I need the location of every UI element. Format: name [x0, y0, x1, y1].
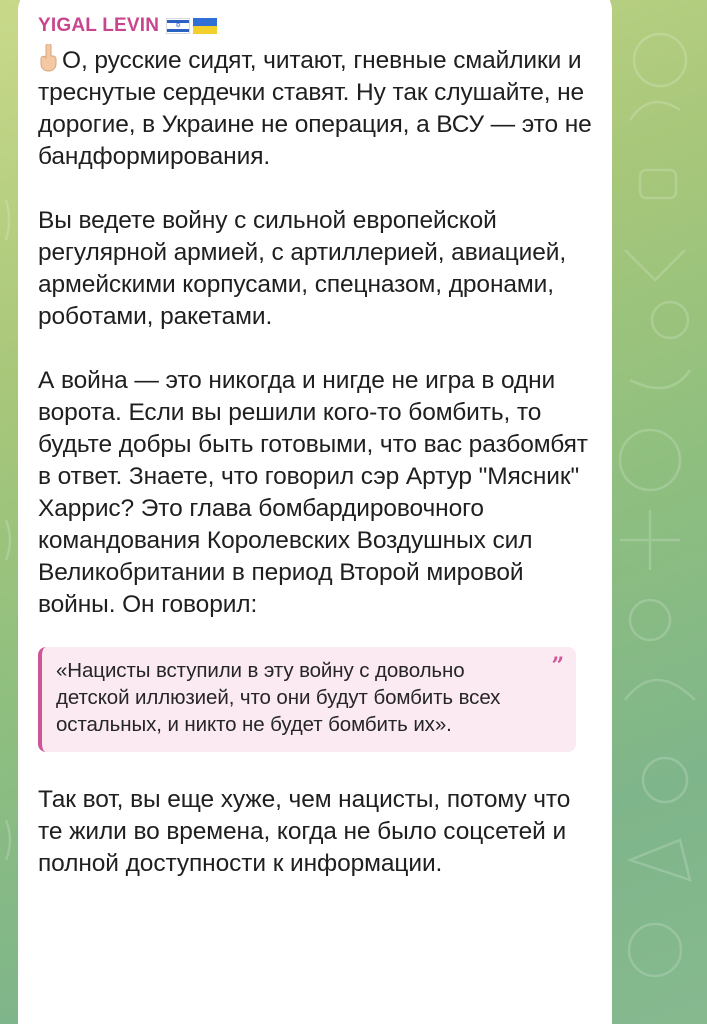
message-paragraph-4: Так вот, вы еще хуже, чем нацисты, потому что те жили во времена, когда не было соцсетей и полной доступности к информации.	[38, 786, 571, 877]
paragraph-text: О, русские сидят, читают, гневные смайлики и треснутые сердечки ставят. Ну так слушайте, не дорогие, в Украине не операция, а ВСУ — это не бандформирования.	[38, 47, 592, 170]
message-paragraph-3: А война — это никогда и нигде не игра в одни ворота. Если вы решили кого-то бомбить, то будьте добры быть готовыми, что вас разбомбят в ответ. Знаете, что говорил сэр Артур "Мясник" Харрис? Это глава бомбардировочного командования Королевских Воздушных сил Великобритании в период Второй мировой войны. Он говорил:	[38, 367, 588, 618]
sender-name[interactable]: YIGAL LEVIN	[38, 15, 160, 36]
ukraine-flag-icon	[193, 18, 217, 34]
sender-flags	[166, 18, 217, 34]
pointing-up-hand-icon	[38, 44, 60, 72]
blockquote	[38, 647, 576, 752]
quote-mark-icon: ”	[551, 653, 564, 679]
israel-flag-icon: ✡	[166, 18, 190, 34]
message-bubble[interactable]	[18, 0, 612, 1024]
message-sender[interactable]	[38, 14, 592, 38]
quote-text: «Нацисты вступили в эту войну с довольно детской иллюзией, что они будут бомбить всех остальных, и никто не будет бомбить их».	[56, 659, 501, 736]
message-paragraph-2: Вы ведете войну с сильной европейской регулярной армией, с артиллерией, авиацией, армейскими корпусами, спецназом, дронами, роботами, ракетами.	[38, 207, 567, 330]
message-paragraph-1	[38, 44, 592, 173]
message-text	[38, 44, 592, 880]
